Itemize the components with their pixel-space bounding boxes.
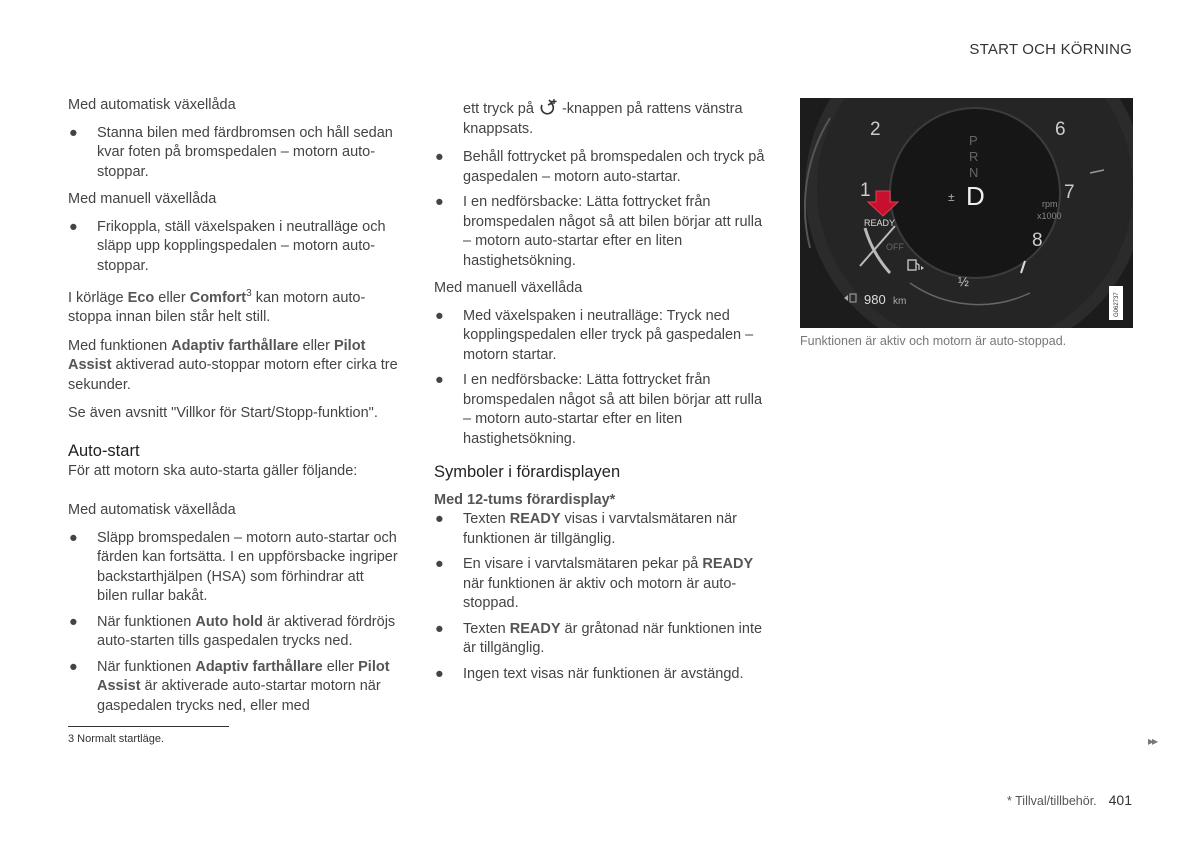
term-pilot-assist: Pilot Assist (97, 658, 390, 695)
list-item (434, 307, 769, 366)
gauge-number: 1 (860, 180, 871, 201)
list-item (434, 193, 769, 271)
see-also-paragraph: Se även avsnitt "Villkor för Start/Stopp-funktion". (68, 405, 378, 422)
option-note: * Tillval/tillbehör. (1007, 794, 1097, 808)
auto-start-intro: För att motorn ska auto-starta gäller följande: (68, 462, 358, 479)
auto-start-list (68, 529, 398, 717)
image-code: G062737 (1114, 292, 1120, 317)
symbols-list (434, 510, 769, 684)
bullet-icon: ● (435, 665, 444, 682)
symbols-heading: Symboler i förardisplayen (434, 463, 621, 481)
list-item (434, 371, 769, 449)
drive-mode-paragraph: I körläge Eco eller Comfort$^3$ kan motorn auto-stoppa innan bilen står helt still. (68, 288, 366, 326)
gauge-number: 8 (1032, 230, 1043, 251)
list-item-text: Släpp bromspedalen – motorn auto-startar och färden kan fortsätta. I en uppförsbacke ingriper backstarthjälpen (HSA) som förhindrar att bilen rullar bakåt. (97, 529, 398, 605)
list-item (434, 665, 769, 685)
page-number: 401 (1108, 792, 1132, 808)
bullet-icon: ● (69, 124, 78, 141)
gauge-number: 7 (1064, 182, 1075, 203)
tachometer-illustration (800, 98, 1133, 328)
term-comfort: Comfort (189, 289, 247, 306)
footnote: 3 Normalt startläge. (68, 733, 164, 745)
gear-current: D (966, 181, 985, 211)
auto-stop-auto-list (68, 124, 398, 183)
list-item (68, 218, 398, 277)
list-item-text: Frikoppla, ställ växelspaken i neutralläge och släpp upp kopplingspedalen – motorn auto-stoppar. (97, 218, 386, 274)
section-header: START OCH KÖRNING (969, 41, 1132, 58)
auto-start-manual-list (434, 307, 769, 450)
fuel-half-label: ½ (958, 274, 969, 289)
ready-label: READY (864, 218, 896, 228)
bullet-icon: ● (69, 613, 78, 630)
manual-transmission-label: Med manuell växellåda (434, 280, 583, 296)
bullet-icon: ● (435, 194, 444, 210)
gauge-number: 2 (870, 119, 881, 140)
gear-sign: ± (948, 190, 955, 204)
term-pilot-assist: Pilot Assist (68, 337, 366, 374)
list-item (434, 148, 769, 187)
list-item: ● När funktionen Auto hold är aktiverad fördröjs auto-starten tills gaspedalen trycks ned. (69, 613, 396, 650)
list-item: ● När funktionen Adaptiv farthållare eller Pilot Assist är aktiverade auto-startar motorn när gaspedalen trycks ned, eller med (69, 658, 390, 714)
auto-transmission-label: Med automatisk växellåda (68, 97, 236, 113)
gear-n: N (969, 165, 979, 180)
term-adaptive-cruise: Adaptiv farthållare (195, 658, 323, 675)
list-item: ● En visare i varvtalsmätaren pekar på READY när funktionen är aktiv och motorn är auto-stoppad. (435, 556, 754, 611)
gear-r: R (969, 149, 979, 164)
list-item-text: I en nedförsbacke: Lätta fottrycket från bromspedalen något så att bilen börjar att rulla – motorn auto-startar efter en liten hastighetsökning. (463, 194, 763, 269)
bullet-icon: ● (435, 620, 444, 637)
term-ready: READY (509, 511, 561, 527)
auto-transmission-label-2: Med automatisk växellåda (68, 502, 236, 519)
list-item-text: Ingen text visas när funktionen är avstängd. (463, 665, 744, 682)
list-item: ● Texten READY visas i varvtalsmätaren när funktionen är tillgänglig. (435, 511, 737, 547)
rpm-unit: x1000 (1037, 211, 1062, 221)
footnote-divider (68, 726, 229, 727)
manual-transmission-label: Med manuell växellåda (68, 191, 217, 207)
continue-arrow-icon: ▸▸ (1148, 734, 1157, 748)
list-item: ● Texten READY är gråtonad när funktionen inte är tillgänglig. (435, 620, 763, 656)
term-adaptive-cruise: Adaptiv farthållare (171, 337, 299, 354)
adaptive-cruise-paragraph: Med funktionen Adaptiv farthållare eller Pilot Assist aktiverad auto-stoppar motorn efter cirka tre sekunder. (68, 337, 398, 393)
gear-p: P (969, 133, 978, 148)
range-value: 980 (864, 292, 886, 307)
range-unit: km (893, 296, 907, 307)
driver-display-figure (800, 98, 1133, 328)
bullet-icon: ● (69, 529, 78, 546)
off-label: OFF (886, 242, 904, 252)
auto-start-heading: Auto-start (68, 441, 140, 460)
figure-caption: Funktionen är aktiv och motorn är auto-stoppad. (800, 334, 1067, 348)
bullet-icon: ● (435, 149, 444, 165)
bullet-icon: ● (435, 511, 444, 527)
gauge-number: 6 (1055, 119, 1066, 140)
list-item-text: I en nedförsbacke: Lätta fottrycket från bromspedalen något så att bilen börjar att rulla – motorn auto-startar efter en liten hastighetsökning. (463, 372, 763, 447)
bullet-icon: ● (435, 372, 444, 388)
term-auto-hold: Auto hold (195, 613, 263, 630)
term-ready: READY (509, 620, 561, 637)
bullet-icon: ● (435, 307, 444, 324)
rpm-label: rpm (1042, 199, 1058, 209)
term-ready: READY (702, 556, 754, 572)
middle-column (434, 99, 769, 692)
list-item-text: Med växelspaken i neutralläge: Tryck ned kopplingspedalen eller tryck på gaspedalen – motorn startar. (463, 307, 754, 363)
page-footer (1007, 792, 1132, 808)
display-subheading: Med 12-tums förardisplay* (434, 492, 616, 508)
continued-text: ett tryck på -knappen på rattens vänstra knappsats. (463, 101, 743, 137)
footnote-ref: 3 (246, 288, 252, 299)
bullet-icon: ● (69, 218, 78, 235)
list-item (68, 124, 398, 183)
list-item-text: Stanna bilen med färdbromsen och håll sedan kvar foten på bromspedalen – motorn auto-stoppar. (97, 124, 393, 180)
resume-button-icon (538, 99, 558, 115)
bullet-icon: ● (435, 556, 444, 572)
list-item (68, 529, 398, 607)
bullet-icon: ● (69, 658, 78, 675)
term-eco: Eco (127, 289, 155, 306)
auto-start-auto-list (434, 148, 769, 271)
list-item-text: Behåll fottrycket på bromspedalen och tryck på gaspedalen – motorn auto-startar. (463, 149, 765, 185)
left-column (68, 96, 398, 724)
auto-stop-manual-list (68, 218, 398, 277)
